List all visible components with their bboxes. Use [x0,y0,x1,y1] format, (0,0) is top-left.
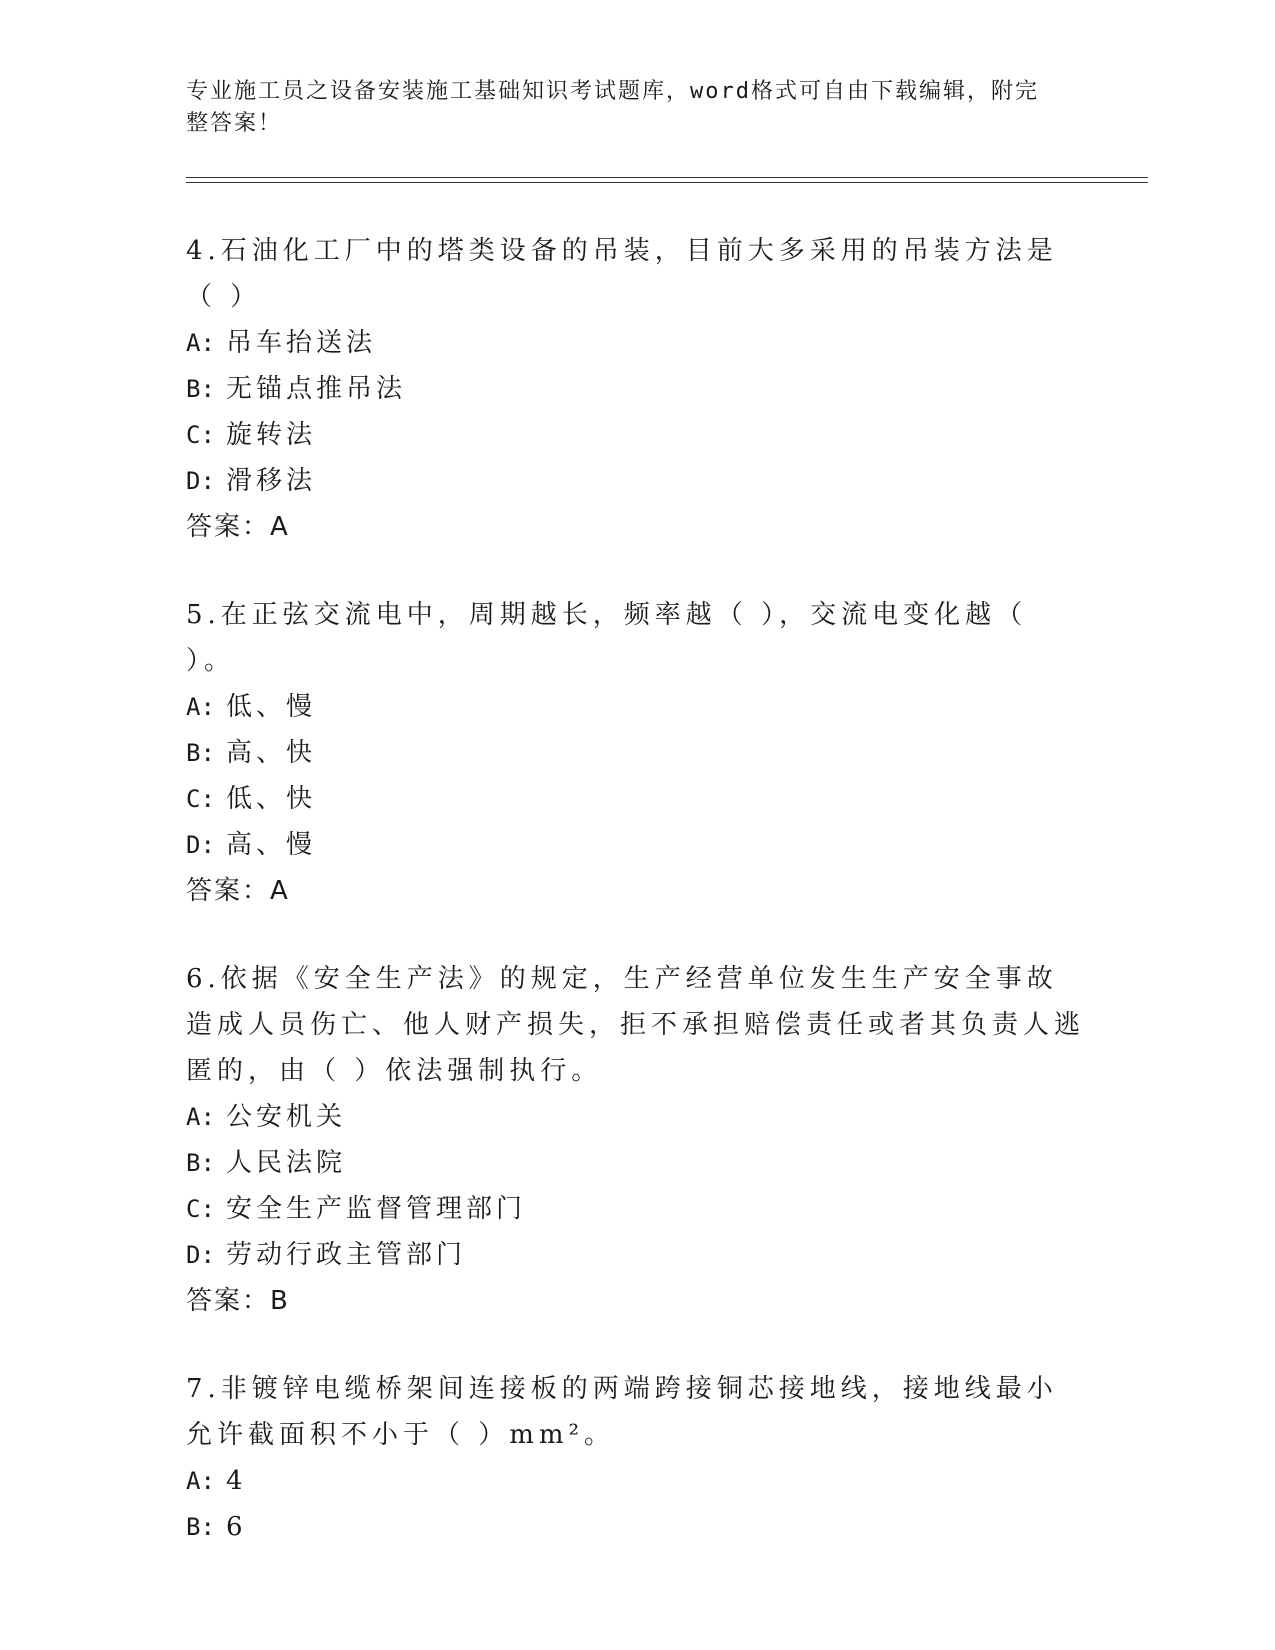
question-5 [186,592,1086,914]
option-letter: C: [186,785,215,813]
answer-line: 答案：B [186,1286,290,1316]
question-stem: 4.石油化工厂中的塔类设备的吊装，目前大多采用的吊装方法是（ ） [186,236,1058,312]
option-text: 旋转法 [226,420,317,450]
option-letter: C: [186,1195,215,1223]
option-letter: A: [186,1467,215,1495]
option-text: 公安机关 [226,1102,347,1132]
option-letter: A: [186,329,215,357]
option-letter: D: [186,1241,215,1269]
question-stem: 5.在正弦交流电中，周期越长，频率越（ ），交流电变化越（ ）。 [186,600,1028,676]
answer-line: 答案：A [186,876,290,906]
option-b [186,1504,1086,1550]
option-text: 低、快 [226,784,317,814]
option-letter: C: [186,421,215,449]
option-b [186,730,1086,776]
header-divider-top [186,177,1148,178]
option-d [186,1232,1086,1278]
option-letter: B: [186,375,215,403]
option-c [186,412,1086,458]
option-d [186,822,1086,868]
header-title-line-2: 整答案！ [186,111,283,136]
option-text: 吊车抬送法 [226,328,377,358]
option-text: 滑移法 [226,466,317,496]
option-letter: D: [186,467,215,495]
header-divider-bottom [186,182,1148,183]
option-a [186,1094,1086,1140]
option-text: 低、慢 [226,692,317,722]
option-text: 高、慢 [226,830,317,860]
option-letter: B: [186,1513,215,1541]
option-letter: A: [186,1103,215,1131]
answer-line: 答案：A [186,512,290,542]
option-a [186,320,1086,366]
option-d [186,458,1086,504]
question-stem: 7.非镀锌电缆桥架间连接板的两端跨接铜芯接地线，接地线最小允许截面积不小于（ ）mm²。 [186,1374,1058,1450]
option-c [186,1186,1086,1232]
option-c [186,776,1086,822]
option-b [186,1140,1086,1186]
option-text: 高、快 [226,738,317,768]
option-letter: A: [186,693,215,721]
option-letter: D: [186,831,215,859]
question-list [186,228,1086,1592]
option-text: 人民法院 [226,1148,347,1178]
header-title-line-1: 专业施工员之设备安装施工基础知识考试题库，word格式可自由下载编辑，附完 [186,79,1039,104]
option-a [186,684,1086,730]
question-4 [186,228,1086,550]
question-stem: 6.依据《安全生产法》的规定，生产经营单位发生生产安全事故造成人员伤亡、他人财产损失，拒不承担赔偿责任或者其负责人逃匿的，由（ ）依法强制执行。 [186,964,1086,1086]
document-header [186,76,1066,140]
question-7 [186,1366,1086,1550]
option-text: 无锚点推吊法 [226,374,407,404]
option-letter: B: [186,739,215,767]
option-a [186,1458,1086,1504]
option-b [186,366,1086,412]
option-text: 劳动行政主管部门 [226,1240,467,1270]
option-text: 4 [226,1466,247,1496]
question-6 [186,956,1086,1324]
option-text: 6 [226,1512,247,1542]
option-letter: B: [186,1149,215,1177]
option-text: 安全生产监督管理部门 [226,1194,527,1224]
